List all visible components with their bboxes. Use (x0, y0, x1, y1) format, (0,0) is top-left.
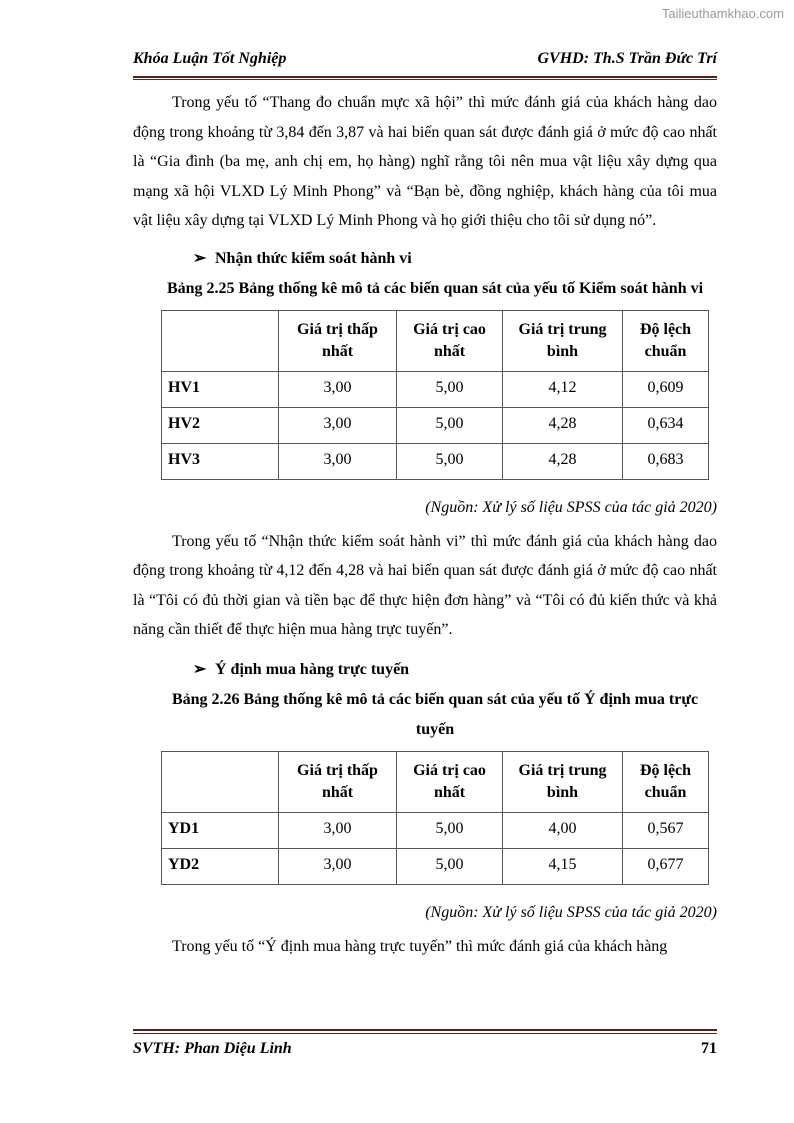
row-label: HV1 (162, 371, 279, 407)
page-header (133, 50, 717, 74)
table-header-row (162, 310, 709, 371)
table-row (162, 371, 709, 407)
paragraph-2: Trong yếu tố “Nhận thức kiểm soát hành vi” thì mức đánh giá của khách hàng dao động trong khoảng từ 4,12 đến 4,28 và hai biến quan sát được đánh giá ở mức độ cao nhất là “Tôi có đủ thời gian và tiền bạc để thực hiện đơn hàng” và “Tôi có đủ kiến thức và khả năng cần thiết để thực hiện mua hàng trực tuyến”. (133, 532, 717, 638)
cell-sd: 0,677 (623, 848, 709, 884)
cell-max: 5,00 (397, 443, 503, 479)
footer-student: SVTH: Phan Diệu Linh (133, 1040, 292, 1057)
cell-mean: 4,12 (503, 371, 623, 407)
cell-max: 5,00 (397, 407, 503, 443)
section-heading-text: Ý định mua hàng trực tuyến (215, 660, 410, 678)
arrow-bullet-icon: ➢ (193, 660, 207, 678)
table-source-2-26: (Nguồn: Xử lý số liệu SPSS của tác giả 2020) (425, 903, 717, 921)
cell-max: 5,00 (397, 371, 503, 407)
table-2-26 (161, 751, 709, 885)
cell-sd: 0,567 (623, 812, 709, 848)
section-heading-purchase-intention (193, 655, 717, 685)
header-blank (162, 751, 279, 812)
table-row (162, 443, 709, 479)
header-advisor: GVHD: Th.S Trần Đức Trí (537, 50, 717, 67)
footer-rule-thin (133, 1033, 717, 1034)
section-heading-text: Nhận thức kiểm soát hành vi (215, 249, 412, 267)
table-source-2-25: (Nguồn: Xử lý số liệu SPSS của tác giả 2020) (425, 498, 717, 516)
footer-rule (133, 1029, 717, 1031)
paragraph-3: Trong yếu tố “Ý định mua hàng trực tuyến” thì mức đánh giá của khách hàng (172, 937, 668, 955)
row-label: HV2 (162, 407, 279, 443)
header-blank (162, 310, 279, 371)
cell-sd: 0,683 (623, 443, 709, 479)
header-mean: Giá trị trung bình (503, 310, 623, 371)
cell-max: 5,00 (397, 812, 503, 848)
cell-min: 3,00 (279, 812, 397, 848)
cell-min: 3,00 (279, 443, 397, 479)
page-number: 71 (701, 1040, 717, 1057)
paragraph-1: Trong yếu tố “Thang đo chuẩn mực xã hội” thì mức đánh giá của khách hàng dao động trong khoảng từ 3,84 đến 3,87 và hai biến quan sát được đánh giá ở mức độ cao nhất là “Gia đình (ba mẹ, anh chị em, họ hàng) nghĩ rằng tôi nên mua vật liệu xây dựng qua mạng xã hội VLXD Lý Minh Phong” và “Bạn bè, đồng nghiệp, khách hàng của tôi mua vật liệu xây dựng tại VLXD Lý Minh Phong và họ giới thiệu cho tôi sử dụng nó”. (133, 94, 717, 229)
header-rule (133, 76, 717, 78)
cell-max: 5,00 (397, 848, 503, 884)
table-row (162, 407, 709, 443)
page-content (133, 88, 717, 961)
table-row (162, 812, 709, 848)
cell-mean: 4,15 (503, 848, 623, 884)
header-mean: Giá trị trung bình (503, 751, 623, 812)
section-heading-behavior-control (193, 244, 717, 274)
table-caption-2-25: Bảng 2.25 Bảng thống kê mô tả các biến quan sát của yếu tố Kiểm soát hành vi (166, 279, 704, 297)
header-sd: Độ lệch chuẩn (623, 751, 709, 812)
row-label: HV3 (162, 443, 279, 479)
header-sd: Độ lệch chuẩn (623, 310, 709, 371)
watermark: Tailieuthamkhao.com (661, 6, 784, 21)
arrow-bullet-icon: ➢ (193, 249, 207, 267)
header-rule-thin (133, 79, 717, 80)
table-2-25 (161, 310, 709, 480)
header-min: Giá trị thấp nhất (279, 751, 397, 812)
cell-sd: 0,634 (623, 407, 709, 443)
table-caption-2-26: Bảng 2.26 Bảng thống kê mô tả các biến quan sát của yếu tố Ý định mua trực tuyến (171, 690, 699, 738)
cell-min: 3,00 (279, 848, 397, 884)
row-label: YD1 (162, 812, 279, 848)
cell-mean: 4,28 (503, 407, 623, 443)
header-max: Giá trị cao nhất (397, 310, 503, 371)
table-row (162, 848, 709, 884)
cell-min: 3,00 (279, 407, 397, 443)
cell-mean: 4,00 (503, 812, 623, 848)
cell-min: 3,00 (279, 371, 397, 407)
header-title: Khóa Luận Tốt Nghiệp (133, 50, 287, 67)
cell-sd: 0,609 (623, 371, 709, 407)
table-header-row (162, 751, 709, 812)
cell-mean: 4,28 (503, 443, 623, 479)
header-min: Giá trị thấp nhất (279, 310, 397, 371)
header-max: Giá trị cao nhất (397, 751, 503, 812)
row-label: YD2 (162, 848, 279, 884)
